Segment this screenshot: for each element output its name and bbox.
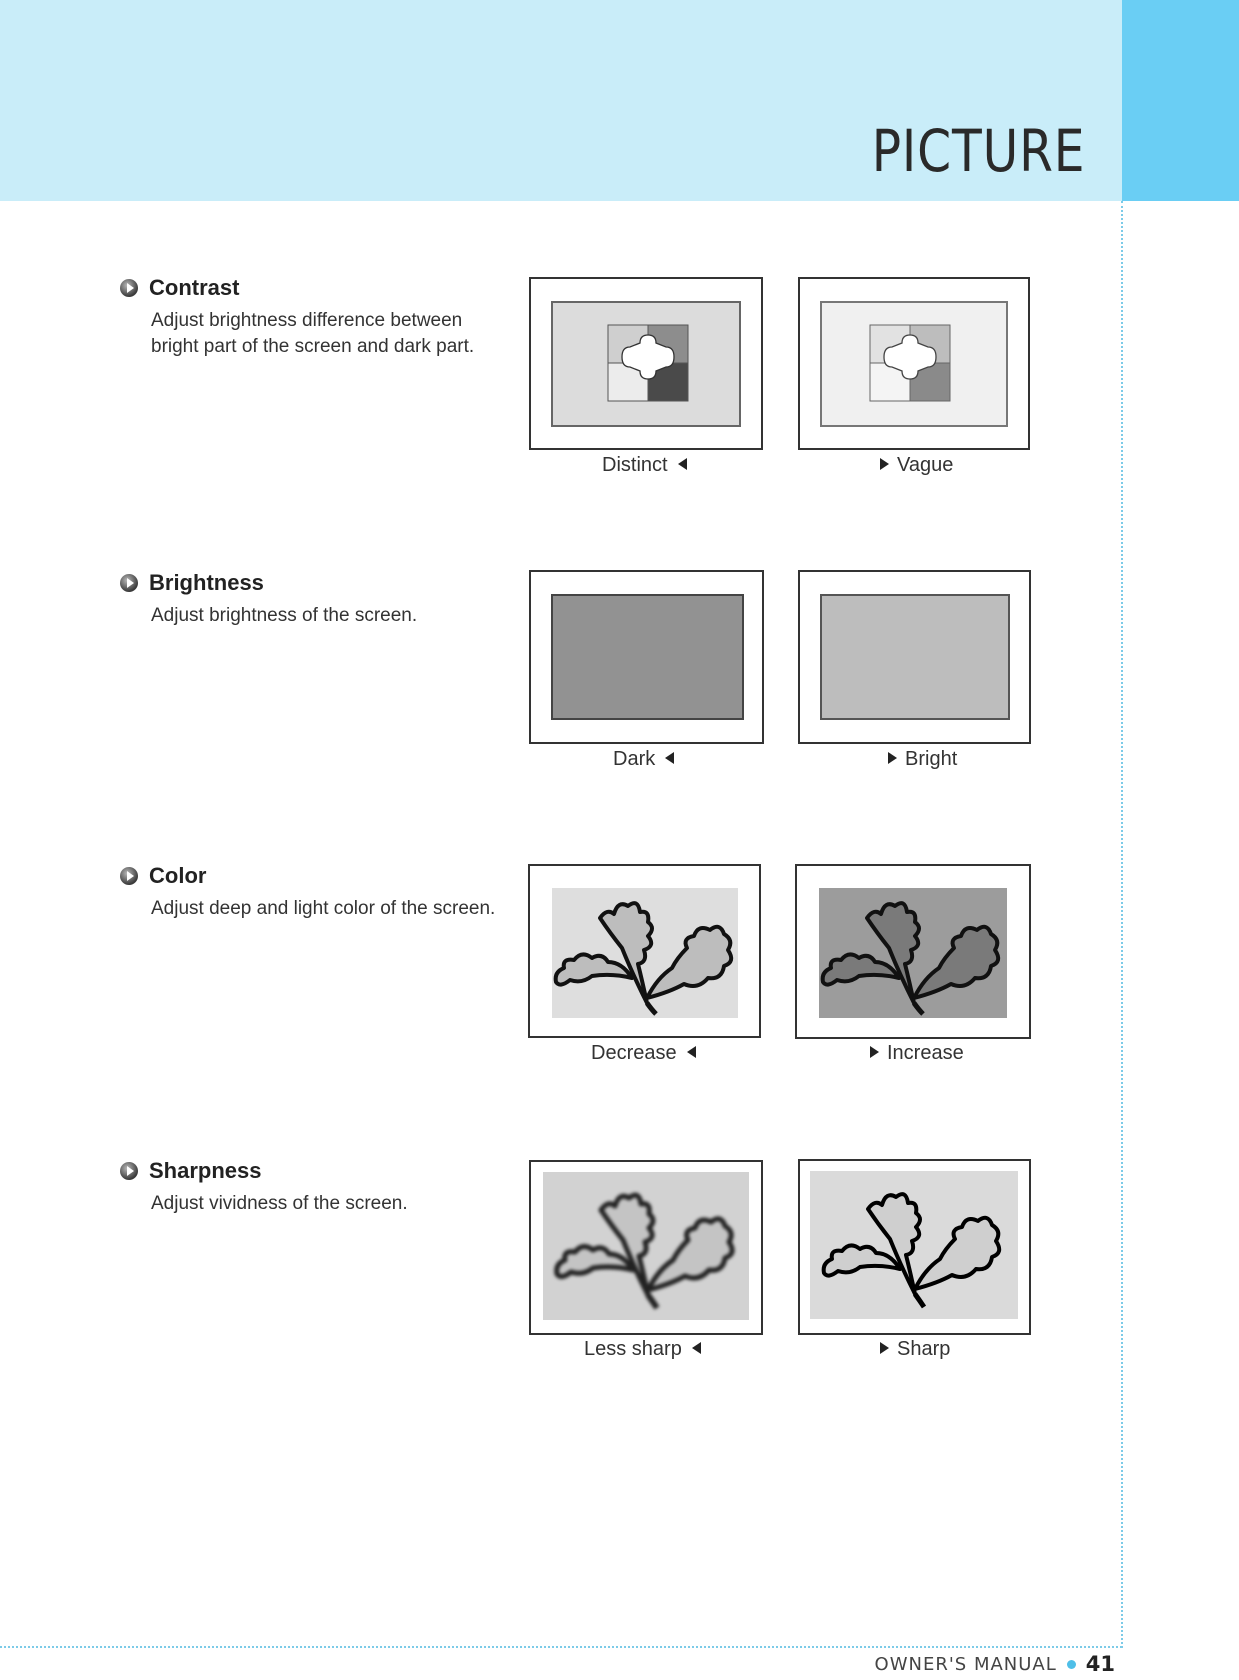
contrast-vague-image <box>798 277 1030 450</box>
right-divider <box>1121 201 1123 1648</box>
sharpness-description <box>151 1191 491 1217</box>
sharpness-left-caption <box>584 1338 701 1361</box>
footer-label: OWNER'S MANUAL <box>874 1653 1057 1675</box>
bullet-icon <box>120 279 138 297</box>
section-title: Color <box>149 863 207 888</box>
color-right-caption <box>870 1042 964 1065</box>
description-line: Adjust deep and light color of the screen. <box>151 898 496 919</box>
sharpness-right-caption <box>880 1338 950 1361</box>
contrast-left-caption <box>602 454 687 477</box>
bottom-divider <box>0 1646 1122 1648</box>
footer <box>875 1652 1115 1676</box>
brightness-left-caption <box>613 748 674 771</box>
description-line: Adjust brightness difference between <box>151 310 463 331</box>
right-arrow-icon <box>880 1342 889 1354</box>
caption-text: Sharp <box>897 1338 951 1360</box>
page-title: PICTURE <box>871 117 1085 185</box>
left-arrow-icon <box>665 752 674 764</box>
screen <box>551 594 744 720</box>
contrast-right-caption <box>880 454 953 477</box>
puzzle-icon <box>822 303 1006 425</box>
contrast-distinct-image <box>529 277 763 450</box>
caption-text: Vague <box>897 454 954 476</box>
leaf-icon <box>543 1172 749 1320</box>
color-decrease-image <box>528 864 761 1038</box>
leaf-icon <box>810 1171 1018 1319</box>
section-title: Contrast <box>149 275 240 300</box>
left-arrow-icon <box>692 1342 701 1354</box>
caption-text: Less sharp <box>584 1338 682 1360</box>
caption-text: Distinct <box>602 454 668 476</box>
screen <box>819 888 1007 1018</box>
screen <box>543 1172 749 1320</box>
contrast-description <box>151 308 491 360</box>
left-arrow-icon <box>687 1046 696 1058</box>
leaf-icon <box>552 888 738 1018</box>
right-arrow-icon <box>888 752 897 764</box>
brightness-right-caption <box>888 748 957 771</box>
brightness-bright-image <box>798 570 1031 744</box>
sharpness-heading <box>120 1158 262 1184</box>
screen <box>820 594 1010 720</box>
page-number: 41 <box>1085 1652 1115 1676</box>
description-line: Adjust brightness of the screen. <box>151 605 418 626</box>
screen <box>820 301 1008 427</box>
right-arrow-icon <box>880 458 889 470</box>
caption-text: Bright <box>905 748 958 770</box>
bullet-icon <box>120 1162 138 1180</box>
bullet-icon <box>120 867 138 885</box>
color-increase-image <box>795 864 1031 1039</box>
header-tab <box>1122 0 1239 201</box>
section-title: Sharpness <box>149 1158 262 1183</box>
color-description <box>151 896 531 922</box>
sharpness-less-sharp-image <box>529 1160 763 1335</box>
contrast-heading <box>120 275 239 301</box>
leaf-icon <box>819 888 1007 1018</box>
section-title: Brightness <box>149 570 264 595</box>
left-arrow-icon <box>678 458 687 470</box>
description-line: Adjust vividness of the screen. <box>151 1193 408 1214</box>
bullet-icon <box>120 574 138 592</box>
caption-text: Dark <box>613 748 656 770</box>
right-arrow-icon <box>870 1046 879 1058</box>
screen <box>810 1171 1018 1319</box>
sharpness-sharp-image <box>798 1159 1031 1335</box>
caption-text: Increase <box>887 1042 964 1064</box>
footer-dot-icon <box>1067 1660 1076 1669</box>
screen <box>552 888 738 1018</box>
color-heading <box>120 863 206 889</box>
brightness-description <box>151 603 491 629</box>
description-line: bright part of the screen and dark part. <box>151 336 475 357</box>
screen <box>551 301 741 427</box>
brightness-dark-image <box>529 570 764 744</box>
caption-text: Decrease <box>591 1042 677 1064</box>
puzzle-icon <box>553 303 739 425</box>
brightness-heading <box>120 570 264 596</box>
color-left-caption <box>591 1042 696 1065</box>
